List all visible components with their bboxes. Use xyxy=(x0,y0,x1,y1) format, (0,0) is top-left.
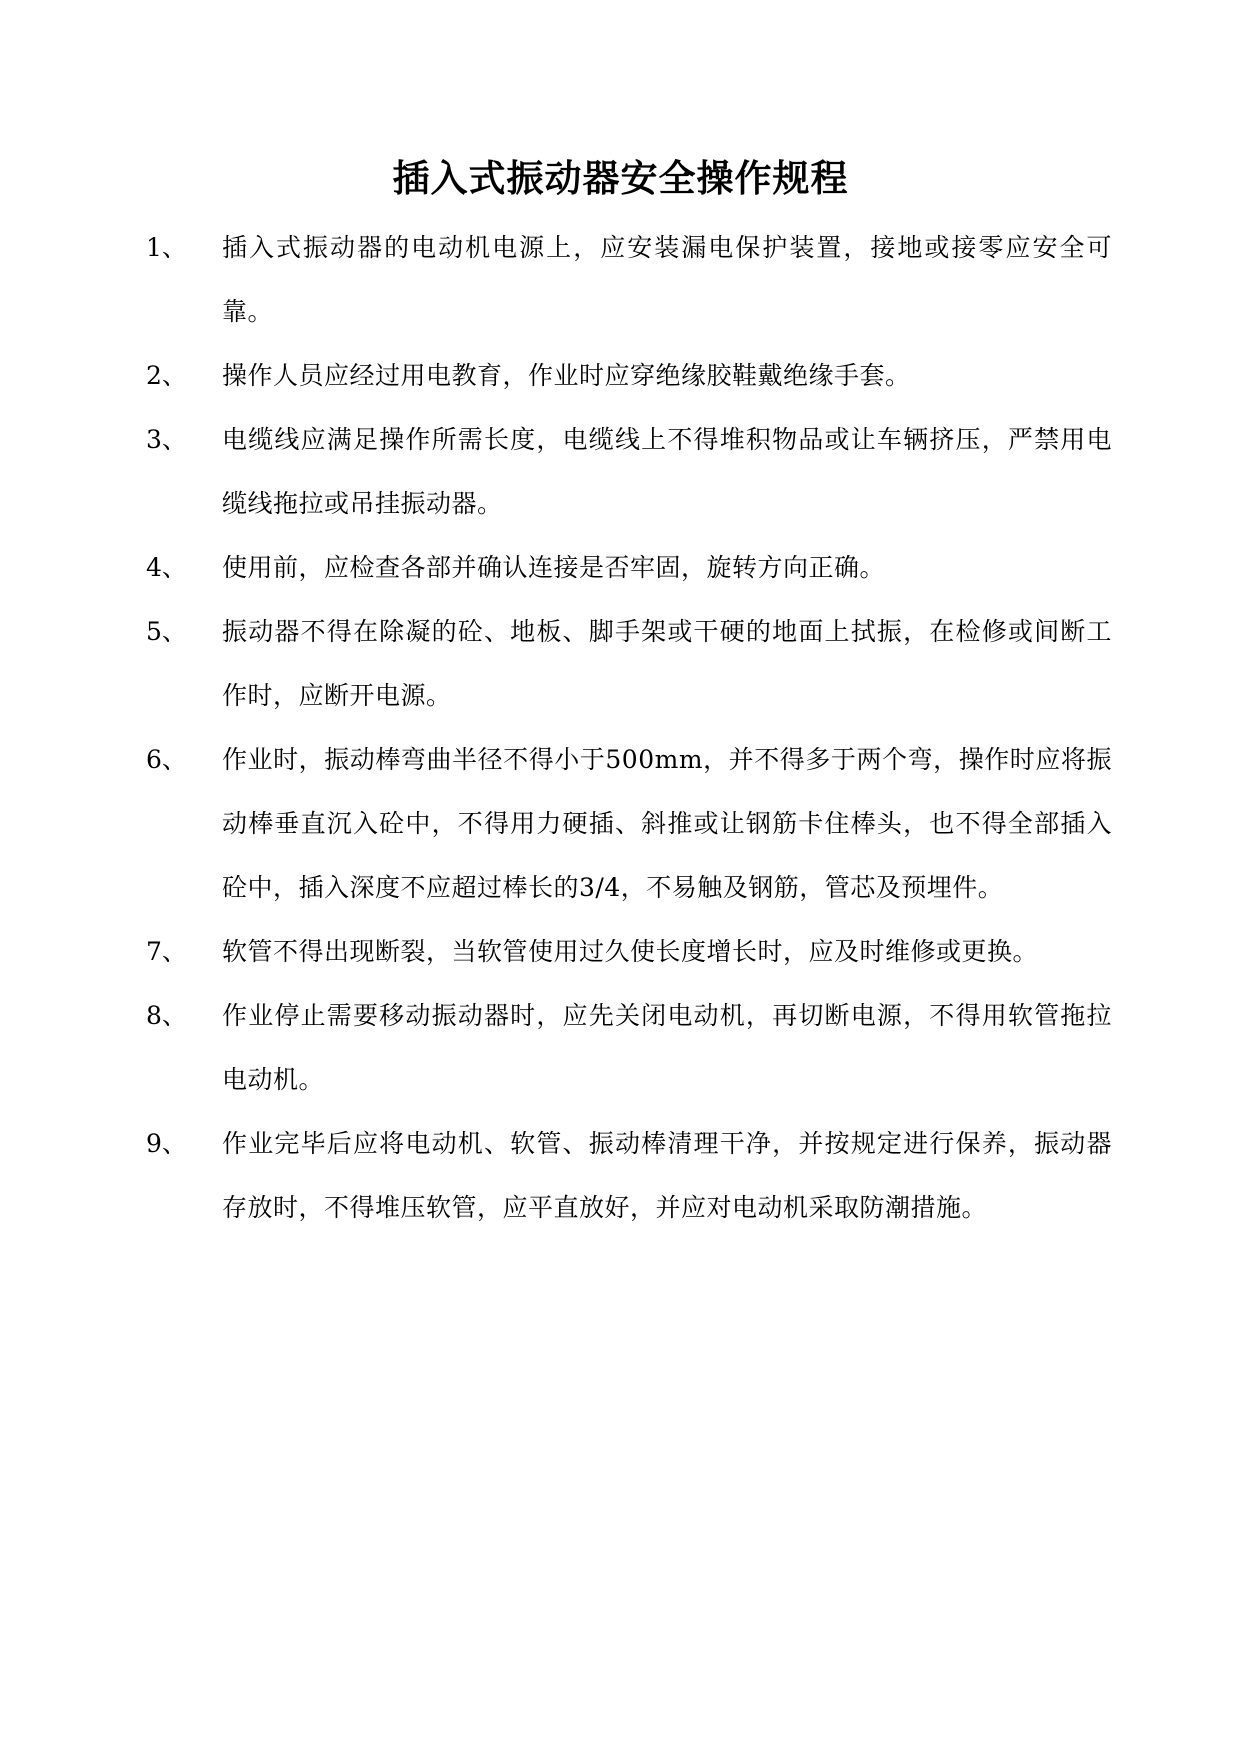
item-number: 7、 xyxy=(146,937,187,966)
list-item xyxy=(0,984,1241,1112)
item-number: 9、 xyxy=(146,1129,187,1158)
item-text: 作业完毕后应将电动机、软管、振动棒清理干净，并按规定进行保养，振动器存放时，不得堆压软管，应平直放好，并应对电动机采取防潮措施。 xyxy=(222,1129,1112,1222)
item-text: 使用前，应检查各部并确认连接是否牢固，旋转方向正确。 xyxy=(222,553,886,582)
item-text: 振动器不得在除凝的砼、地板、脚手架或干硬的地面上拭振，在检修或间断工作时，应断开电源。 xyxy=(222,617,1112,710)
list-item xyxy=(0,408,1241,536)
item-number: 6、 xyxy=(146,745,187,774)
item-text: 电缆线应满足操作所需长度，电缆线上不得堆积物品或让车辆挤压，严禁用电缆线拖拉或吊挂振动器。 xyxy=(222,425,1112,518)
item-number: 8、 xyxy=(146,1001,187,1030)
list-item xyxy=(0,728,1241,920)
item-number: 5、 xyxy=(146,617,187,646)
list-item xyxy=(0,1112,1241,1240)
item-number: 2、 xyxy=(146,361,187,390)
item-text: 作业时，振动棒弯曲半径不得小于500mm，并不得多于两个弯，操作时应将振动棒垂直沉入砼中，不得用力硬插、斜推或让钢筋卡住棒头，也不得全部插入砼中，插入深度不应超过棒长的3/4，不易触及钢筋，管芯及预埋件。 xyxy=(222,745,1112,902)
list-item xyxy=(0,216,1241,344)
item-text: 操作人员应经过用电教育，作业时应穿绝缘胶鞋戴绝缘手套。 xyxy=(222,361,911,390)
item-text: 作业停止需要移动振动器时，应先关闭电动机，再切断电源，不得用软管拖拉电动机。 xyxy=(222,1001,1112,1094)
list-item xyxy=(0,536,1241,600)
item-number: 3、 xyxy=(146,425,187,454)
item-number: 4、 xyxy=(146,553,187,582)
item-text: 插入式振动器的电动机电源上，应安装漏电保护装置，接地或接零应安全可靠。 xyxy=(222,233,1112,326)
rules-list xyxy=(0,216,1241,1240)
list-item xyxy=(0,920,1241,984)
item-text: 软管不得出现断裂，当软管使用过久使长度增长时，应及时维修或更换。 xyxy=(222,937,1039,966)
item-number: 1、 xyxy=(146,233,187,262)
list-item xyxy=(0,600,1241,728)
page-title: 插入式振动器安全操作规程 xyxy=(392,157,849,200)
list-item xyxy=(0,344,1241,408)
